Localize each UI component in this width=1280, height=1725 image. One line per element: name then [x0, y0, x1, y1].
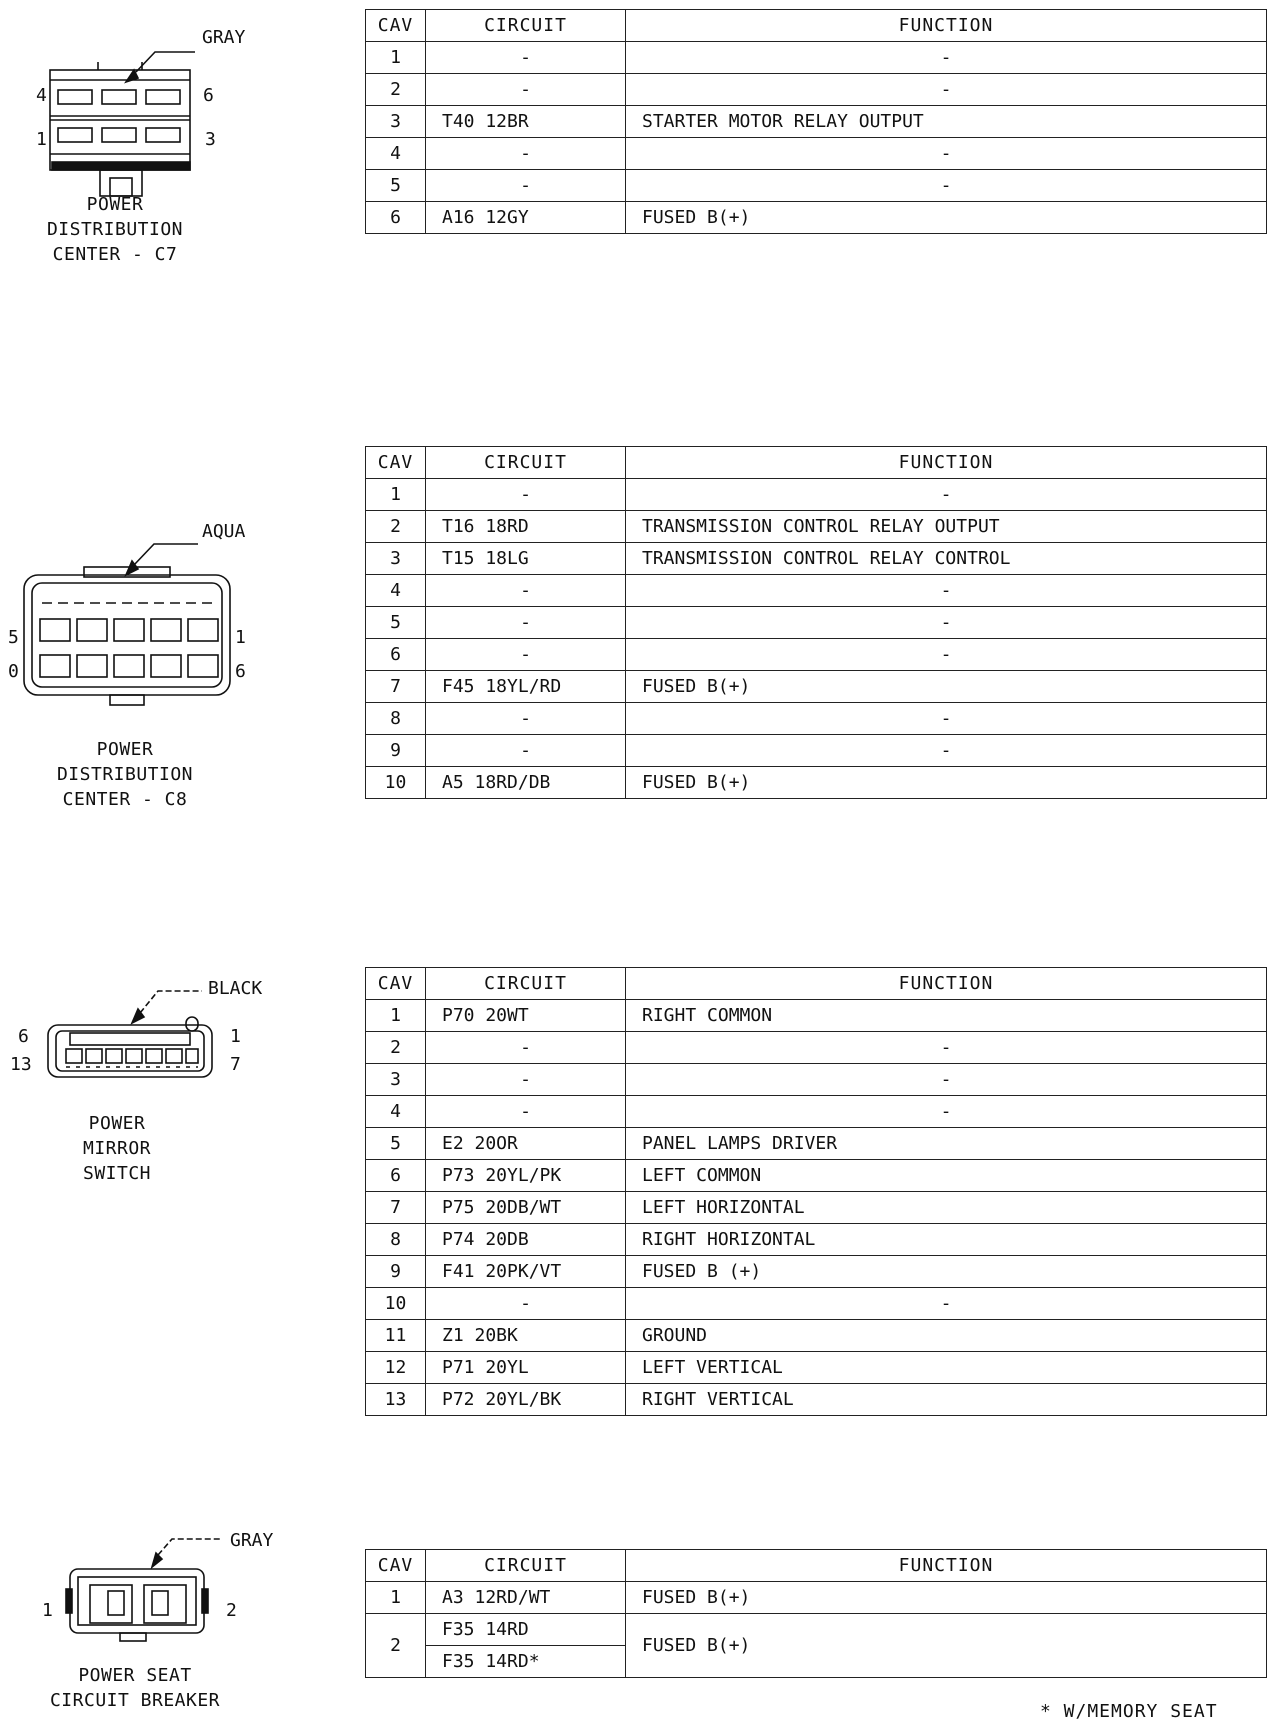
table-row [366, 1614, 1267, 1646]
cav-cell: 10 [366, 1288, 426, 1320]
column-header-circuit: CIRCUIT [426, 968, 626, 1000]
circuit-cell: - [426, 138, 626, 170]
cav-cell: 1 [366, 42, 426, 74]
table-row [366, 1256, 1267, 1288]
circuit-cell: P71 20YL [426, 1352, 626, 1384]
circuit-cell: F35 14RD* [426, 1646, 626, 1678]
circuit-cell: F45 18YL/RD [426, 671, 626, 703]
connector-caption-line: CENTER - C7 [52, 244, 178, 265]
table-row [366, 575, 1267, 607]
column-header-cav: CAV [366, 10, 426, 42]
table-row [366, 1000, 1267, 1032]
cav-cell: 4 [366, 1096, 426, 1128]
circuit-cell: - [426, 703, 626, 735]
pin-label: 13 [10, 1054, 32, 1075]
column-header-circuit: CIRCUIT [426, 10, 626, 42]
connector-color-label: BLACK [208, 978, 263, 999]
connector-c8-drawing [0, 515, 320, 715]
circuit-cell: E2 20OR [426, 1128, 626, 1160]
circuit-cell: - [426, 74, 626, 106]
table-row [366, 1288, 1267, 1320]
cav-cell: 12 [366, 1352, 426, 1384]
function-cell: - [626, 639, 1267, 671]
column-header-circuit: CIRCUIT [426, 1550, 626, 1582]
circuit-cell: A3 12RD/WT [426, 1582, 626, 1614]
column-header-function: FUNCTION [626, 968, 1267, 1000]
table-row [366, 138, 1267, 170]
function-cell: - [626, 1288, 1267, 1320]
circuit-cell: A16 12GY [426, 202, 626, 234]
table-row [366, 1582, 1267, 1614]
connector-caption-line: SWITCH [82, 1163, 152, 1184]
column-header-cav: CAV [366, 1550, 426, 1582]
mirror-switch-drawing [10, 975, 330, 1095]
table-row [366, 511, 1267, 543]
table-row [366, 42, 1267, 74]
cav-cell: 7 [366, 1192, 426, 1224]
function-cell: TRANSMISSION CONTROL RELAY OUTPUT [626, 511, 1267, 543]
cav-cell: 1 [366, 1582, 426, 1614]
table-row [366, 1160, 1267, 1192]
connector-color-label: GRAY [230, 1530, 274, 1551]
circuit-cell: P72 20YL/BK [426, 1384, 626, 1416]
connector-caption-line: CENTER - C8 [62, 789, 188, 810]
function-cell: PANEL LAMPS DRIVER [626, 1128, 1267, 1160]
function-cell: - [626, 1096, 1267, 1128]
cav-cell: 5 [366, 1128, 426, 1160]
circuit-cell: - [426, 1032, 626, 1064]
function-cell: - [626, 703, 1267, 735]
table-row [366, 202, 1267, 234]
circuit-cell: - [426, 479, 626, 511]
connector-c7-drawing [30, 20, 330, 220]
cav-cell: 9 [366, 735, 426, 767]
table-row [366, 1128, 1267, 1160]
pin-label: 7 [230, 1054, 241, 1075]
function-cell: LEFT HORIZONTAL [626, 1192, 1267, 1224]
circuit-cell: F41 20PK/VT [426, 1256, 626, 1288]
circuit-cell: P70 20WT [426, 1000, 626, 1032]
circuit-cell: A5 18RD/DB [426, 767, 626, 799]
table-row [366, 735, 1267, 767]
circuit-cell: - [426, 170, 626, 202]
cavity-table-pdc-c8 [365, 446, 1267, 799]
connector-power-seat-circuit-breaker [20, 1525, 340, 1725]
connector-caption-line: POWER SEAT [78, 1665, 192, 1686]
pin-label: 1 [36, 129, 47, 150]
function-cell: LEFT VERTICAL [626, 1352, 1267, 1384]
pin-label: 1 [42, 1600, 53, 1621]
circuit-cell: Z1 20BK [426, 1320, 626, 1352]
connector-caption-line: POWER [88, 1113, 146, 1134]
table-row [366, 1032, 1267, 1064]
function-cell: - [626, 607, 1267, 639]
table-row [366, 767, 1267, 799]
function-cell: FUSED B(+) [626, 1614, 1267, 1678]
circuit-cell: F35 14RD [426, 1614, 626, 1646]
table-row [366, 543, 1267, 575]
function-cell: - [626, 170, 1267, 202]
cav-cell: 4 [366, 138, 426, 170]
function-cell: - [626, 74, 1267, 106]
column-header-cav: CAV [366, 447, 426, 479]
connector-caption-line: DISTRIBUTION [46, 219, 184, 240]
circuit-cell: - [426, 1064, 626, 1096]
circuit-cell: - [426, 607, 626, 639]
connector-power-mirror-switch [10, 975, 330, 1195]
cav-cell: 3 [366, 106, 426, 138]
function-cell: GROUND [626, 1320, 1267, 1352]
connector-color-label: AQUA [202, 521, 246, 542]
function-cell: LEFT COMMON [626, 1160, 1267, 1192]
circuit-breaker-drawing [20, 1525, 340, 1655]
circuit-cell: - [426, 1288, 626, 1320]
circuit-cell: T40 12BR [426, 106, 626, 138]
table-row [366, 671, 1267, 703]
circuit-cell: - [426, 735, 626, 767]
cav-cell: 1 [366, 479, 426, 511]
function-cell: - [626, 735, 1267, 767]
function-cell: STARTER MOTOR RELAY OUTPUT [626, 106, 1267, 138]
circuit-cell: - [426, 1096, 626, 1128]
pin-label: 6 [18, 1026, 29, 1047]
connector-color-label: GRAY [202, 27, 246, 48]
table-row [366, 1352, 1267, 1384]
function-cell: - [626, 1064, 1267, 1096]
column-header-function: FUNCTION [626, 447, 1267, 479]
column-header-function: FUNCTION [626, 1550, 1267, 1582]
pin-label: 0 [8, 661, 19, 682]
function-cell: FUSED B (+) [626, 1256, 1267, 1288]
function-cell: - [626, 575, 1267, 607]
table-row [366, 74, 1267, 106]
cav-cell: 3 [366, 543, 426, 575]
footnote: * W/MEMORY SEAT [1040, 1701, 1218, 1722]
function-cell: FUSED B(+) [626, 1582, 1267, 1614]
pin-label: 6 [235, 661, 246, 682]
table-row [366, 106, 1267, 138]
circuit-cell: - [426, 575, 626, 607]
connector-caption-line: CIRCUIT BREAKER [49, 1690, 221, 1711]
function-cell: - [626, 138, 1267, 170]
table-row [366, 1224, 1267, 1256]
cav-cell: 4 [366, 575, 426, 607]
cav-cell: 10 [366, 767, 426, 799]
cav-cell: 2 [366, 511, 426, 543]
table-row [366, 1320, 1267, 1352]
pin-label: 6 [203, 85, 214, 106]
cav-cell: 7 [366, 671, 426, 703]
cav-cell: 8 [366, 703, 426, 735]
circuit-cell: T15 18LG [426, 543, 626, 575]
pin-label: 5 [8, 627, 19, 648]
cav-cell: 2 [366, 1032, 426, 1064]
function-cell: RIGHT VERTICAL [626, 1384, 1267, 1416]
connector-pdc-c8 [0, 515, 320, 815]
function-cell: - [626, 1032, 1267, 1064]
function-cell: TRANSMISSION CONTROL RELAY CONTROL [626, 543, 1267, 575]
function-cell: FUSED B(+) [626, 767, 1267, 799]
connector-caption-line: POWER [96, 739, 154, 760]
table-row [366, 1096, 1267, 1128]
circuit-cell: - [426, 42, 626, 74]
cav-cell: 6 [366, 639, 426, 671]
function-cell: - [626, 479, 1267, 511]
circuit-cell: P75 20DB/WT [426, 1192, 626, 1224]
table-row [366, 479, 1267, 511]
column-header-cav: CAV [366, 968, 426, 1000]
function-cell: RIGHT HORIZONTAL [626, 1224, 1267, 1256]
table-row [366, 1192, 1267, 1224]
function-cell: RIGHT COMMON [626, 1000, 1267, 1032]
table-row [366, 1064, 1267, 1096]
function-cell: FUSED B(+) [626, 202, 1267, 234]
table-row [366, 639, 1267, 671]
cav-cell: 3 [366, 1064, 426, 1096]
cav-cell: 8 [366, 1224, 426, 1256]
cavity-table-pdc-c7 [365, 9, 1267, 234]
function-cell: FUSED B(+) [626, 671, 1267, 703]
pin-label: 4 [36, 85, 47, 106]
column-header-circuit: CIRCUIT [426, 447, 626, 479]
cav-cell: 13 [366, 1384, 426, 1416]
circuit-cell: T16 18RD [426, 511, 626, 543]
circuit-cell: P74 20DB [426, 1224, 626, 1256]
pin-label: 2 [226, 1600, 237, 1621]
cav-cell: 1 [366, 1000, 426, 1032]
cav-cell: 6 [366, 202, 426, 234]
table-row [366, 607, 1267, 639]
cavity-table-power-seat-circuit-breaker [365, 1549, 1267, 1678]
cav-cell: 2 [366, 74, 426, 106]
pin-label: 1 [235, 627, 246, 648]
connector-caption-line: MIRROR [82, 1138, 152, 1159]
connector-pdc-c7 [30, 20, 330, 290]
column-header-function: FUNCTION [626, 10, 1267, 42]
cav-cell: 2 [366, 1614, 426, 1678]
circuit-cell: P73 20YL/PK [426, 1160, 626, 1192]
cav-cell: 5 [366, 170, 426, 202]
pin-label: 1 [230, 1026, 241, 1047]
function-cell: - [626, 42, 1267, 74]
pin-label: 3 [205, 129, 216, 150]
connector-caption-line: POWER [86, 194, 144, 215]
cav-cell: 11 [366, 1320, 426, 1352]
cav-cell: 9 [366, 1256, 426, 1288]
cav-cell: 5 [366, 607, 426, 639]
table-row [366, 1384, 1267, 1416]
circuit-cell: - [426, 639, 626, 671]
table-row [366, 170, 1267, 202]
cavity-table-power-mirror-switch [365, 967, 1267, 1416]
connector-caption-line: DISTRIBUTION [56, 764, 194, 785]
table-row [366, 703, 1267, 735]
cav-cell: 6 [366, 1160, 426, 1192]
